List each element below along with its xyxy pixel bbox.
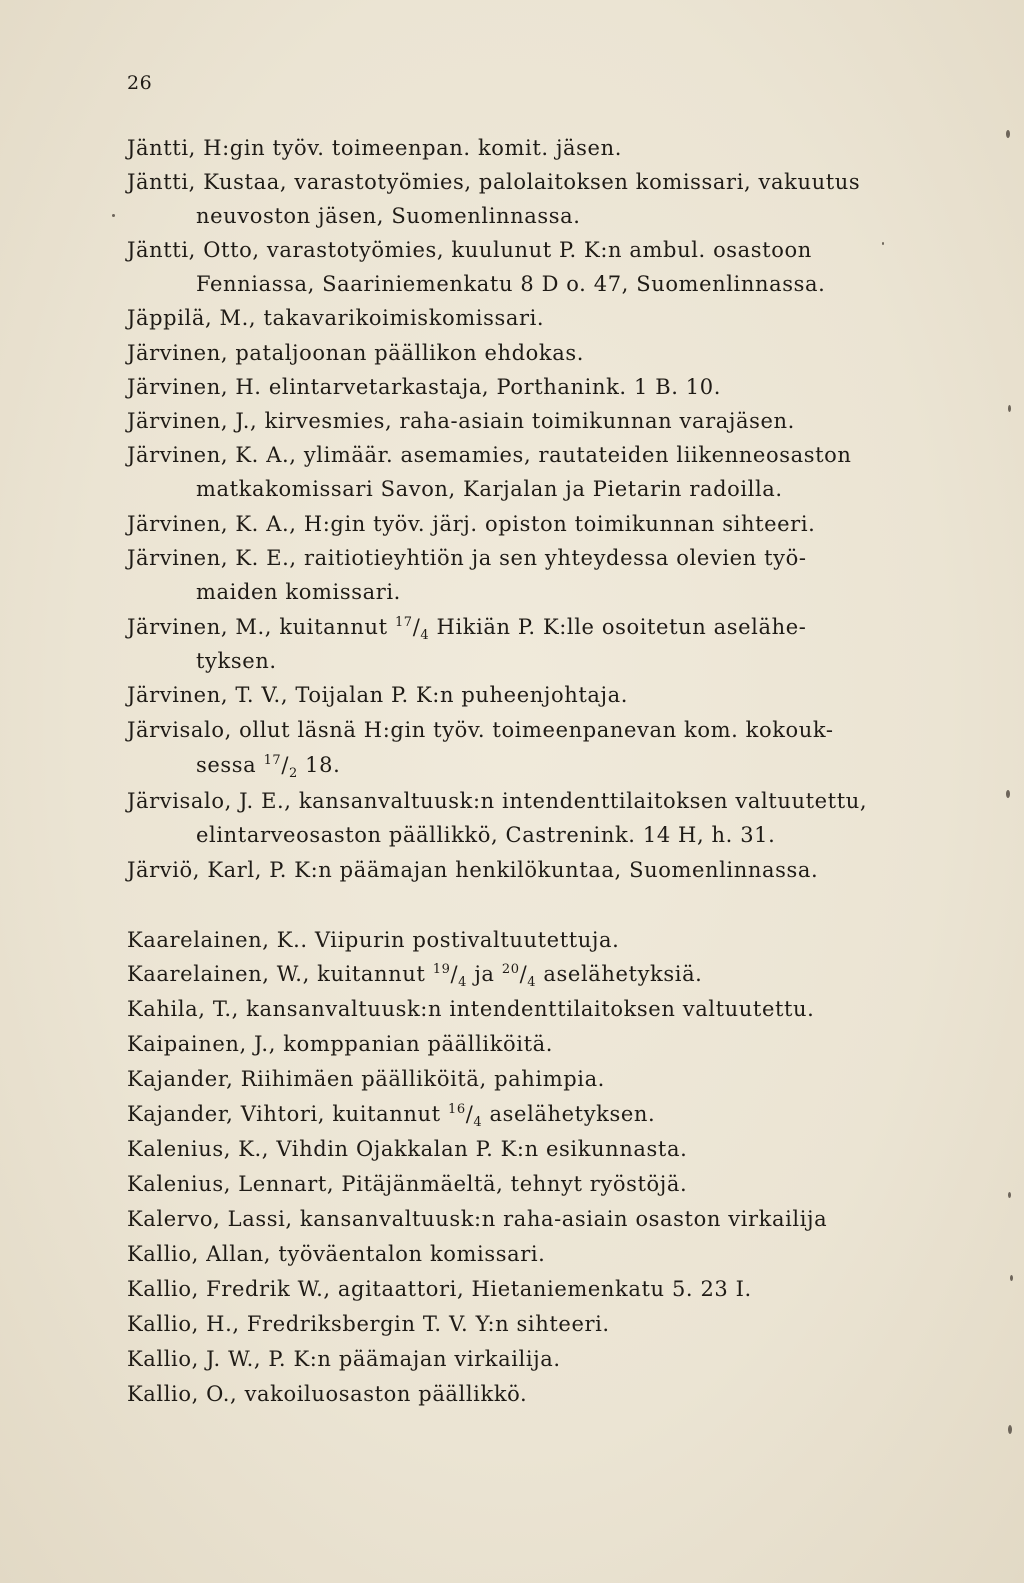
entry-line: Kahila, T., kansanvaltuusk:n intendenttilaitoksen valtuutettu.	[127, 997, 815, 1021]
entry-text: Kaarelainen, W., kuitannut	[127, 962, 433, 986]
speck	[1008, 1192, 1011, 1198]
fraction-slash: /	[281, 753, 289, 777]
fraction-numerator: 20	[501, 962, 520, 977]
entry-line: Kalenius, Lennart, Pitäjänmäeltä, tehnyt ryöstöjä.	[127, 1172, 688, 1196]
entry-text: Järvinen, M., kuitannut	[127, 615, 395, 639]
fraction-denominator: 4	[420, 628, 430, 644]
entry-continuation: tyksen.	[196, 649, 277, 673]
entry-line: Kallio, J. W., P. K:n päämajan virkailija.	[127, 1347, 561, 1371]
speck	[1010, 1275, 1013, 1281]
fraction-denominator: 4	[473, 1115, 483, 1131]
entry-line: Kallio, Allan, työväentalon komissari.	[127, 1242, 546, 1266]
entry-line: Kajander, Riihimäen päälliköitä, pahimpia.	[127, 1067, 605, 1091]
speck	[882, 242, 884, 245]
entry-line: Järvinen, K. E., raitiotieyhtiön ja sen yhteydessa olevien työ-	[127, 546, 807, 570]
entry-line: Järvinen, T. V., Toijalan P. K:n puheenjohtaja.	[127, 683, 628, 707]
fraction-slash: /	[465, 1102, 474, 1126]
entry-line: Järvinen, K. A., H:gin työv. järj. opiston toimikunnan sihteeri.	[127, 512, 816, 536]
fraction-numerator: 19	[432, 962, 451, 977]
speck	[1006, 130, 1010, 138]
entry-line: Kaarelainen, K.. Viipurin postivaltuutettuja.	[127, 928, 620, 952]
speck	[1006, 790, 1010, 798]
fraction-denominator: 4	[527, 975, 537, 991]
entry-line	[127, 960, 703, 991]
fraction-slash: /	[412, 615, 421, 639]
entry-continuation: matkakomissari Savon, Karjalan ja Pietarin radoilla.	[196, 477, 783, 501]
entry-line: Järvinen, pataljoonan päällikon ehdokas.	[127, 341, 585, 365]
entry-line	[127, 613, 807, 644]
entry-text: aselähetyksiä.	[536, 962, 703, 986]
entry-line: Jäntti, H:gin työv. toimeenpan. komit. jäsen.	[127, 136, 622, 160]
entry-continuation: Fenniassa, Saariniemenkatu 8 D o. 47, Suomenlinnassa.	[196, 272, 826, 296]
fraction-denominator: 4	[458, 975, 468, 991]
entry-text: 18.	[297, 753, 341, 777]
entry-text: aselähetyksen.	[482, 1102, 656, 1126]
page-number: 26	[127, 72, 153, 94]
speck	[1008, 1425, 1012, 1434]
entry-text: sessa	[196, 753, 264, 777]
entry-line: Jäntti, Kustaa, varastotyömies, palolaitoksen komissari, vakuutus	[127, 170, 861, 194]
entry-line: Kalervo, Lassi, kansanvaltuusk:n raha-asiain osaston virkailija	[127, 1207, 828, 1231]
entry-line: Kallio, Fredrik W., agitaattori, Hietaniemenkatu 5. 23 I.	[127, 1277, 752, 1301]
fraction-slash: /	[519, 962, 528, 986]
entry-continuation	[196, 751, 341, 782]
fraction-numerator: 17	[263, 753, 282, 768]
fraction-numerator: 16	[447, 1102, 466, 1117]
entry-line: Kalenius, K., Vihdin Ojakkalan P. K:n esikunnasta.	[127, 1137, 688, 1161]
entry-line: Järvinen, J., kirvesmies, raha-asiain toimikunnan varajäsen.	[127, 409, 795, 433]
speck	[112, 214, 115, 217]
entry-line: Kaipainen, J., komppanian päälliköitä.	[127, 1032, 554, 1056]
fraction-denominator: 2	[289, 766, 298, 782]
entry-text: Kajander, Vihtori, kuitannut	[127, 1102, 448, 1126]
entry-line: Järvinen, K. A., ylimäär. asemamies, rautateiden liikenneosaston	[127, 443, 852, 467]
entry-line: Järvisalo, ollut läsnä H:gin työv. toimeenpanevan kom. kokouk-	[127, 718, 834, 742]
entry-text: Hikiän P. K:lle osoitetun aselähe-	[429, 615, 807, 639]
entry-continuation: maiden komissari.	[196, 580, 401, 604]
entry-line: Järviö, Karl, P. K:n päämajan henkilökuntaa, Suomenlinnassa.	[127, 858, 819, 882]
entry-text: ja	[467, 962, 502, 986]
entry-line: Jäntti, Otto, varastotyömies, kuulunut P. K:n ambul. osastoon	[127, 238, 812, 262]
speck	[1008, 405, 1011, 412]
entry-line: Järvinen, H. elintarvetarkastaja, Porthanink. 1 B. 10.	[127, 375, 721, 399]
entry-line: Kallio, H., Fredriksbergin T. V. Y:n sihteeri.	[127, 1312, 610, 1336]
fraction-slash: /	[450, 962, 459, 986]
entry-line: Kallio, O., vakoiluosaston päällikkö.	[127, 1382, 528, 1406]
entry-continuation: neuvoston jäsen, Suomenlinnassa.	[196, 204, 581, 228]
entry-continuation: elintarveosaston päällikkö, Castrenink. 14 H, h. 31.	[196, 823, 776, 847]
entry-line: Järvisalo, J. E., kansanvaltuusk:n intendenttilaitoksen valtuutettu,	[127, 789, 868, 813]
entry-line: Jäppilä, M., takavarikoimiskomissari.	[127, 306, 545, 330]
fraction-numerator: 17	[394, 615, 413, 630]
entry-line	[127, 1100, 656, 1131]
